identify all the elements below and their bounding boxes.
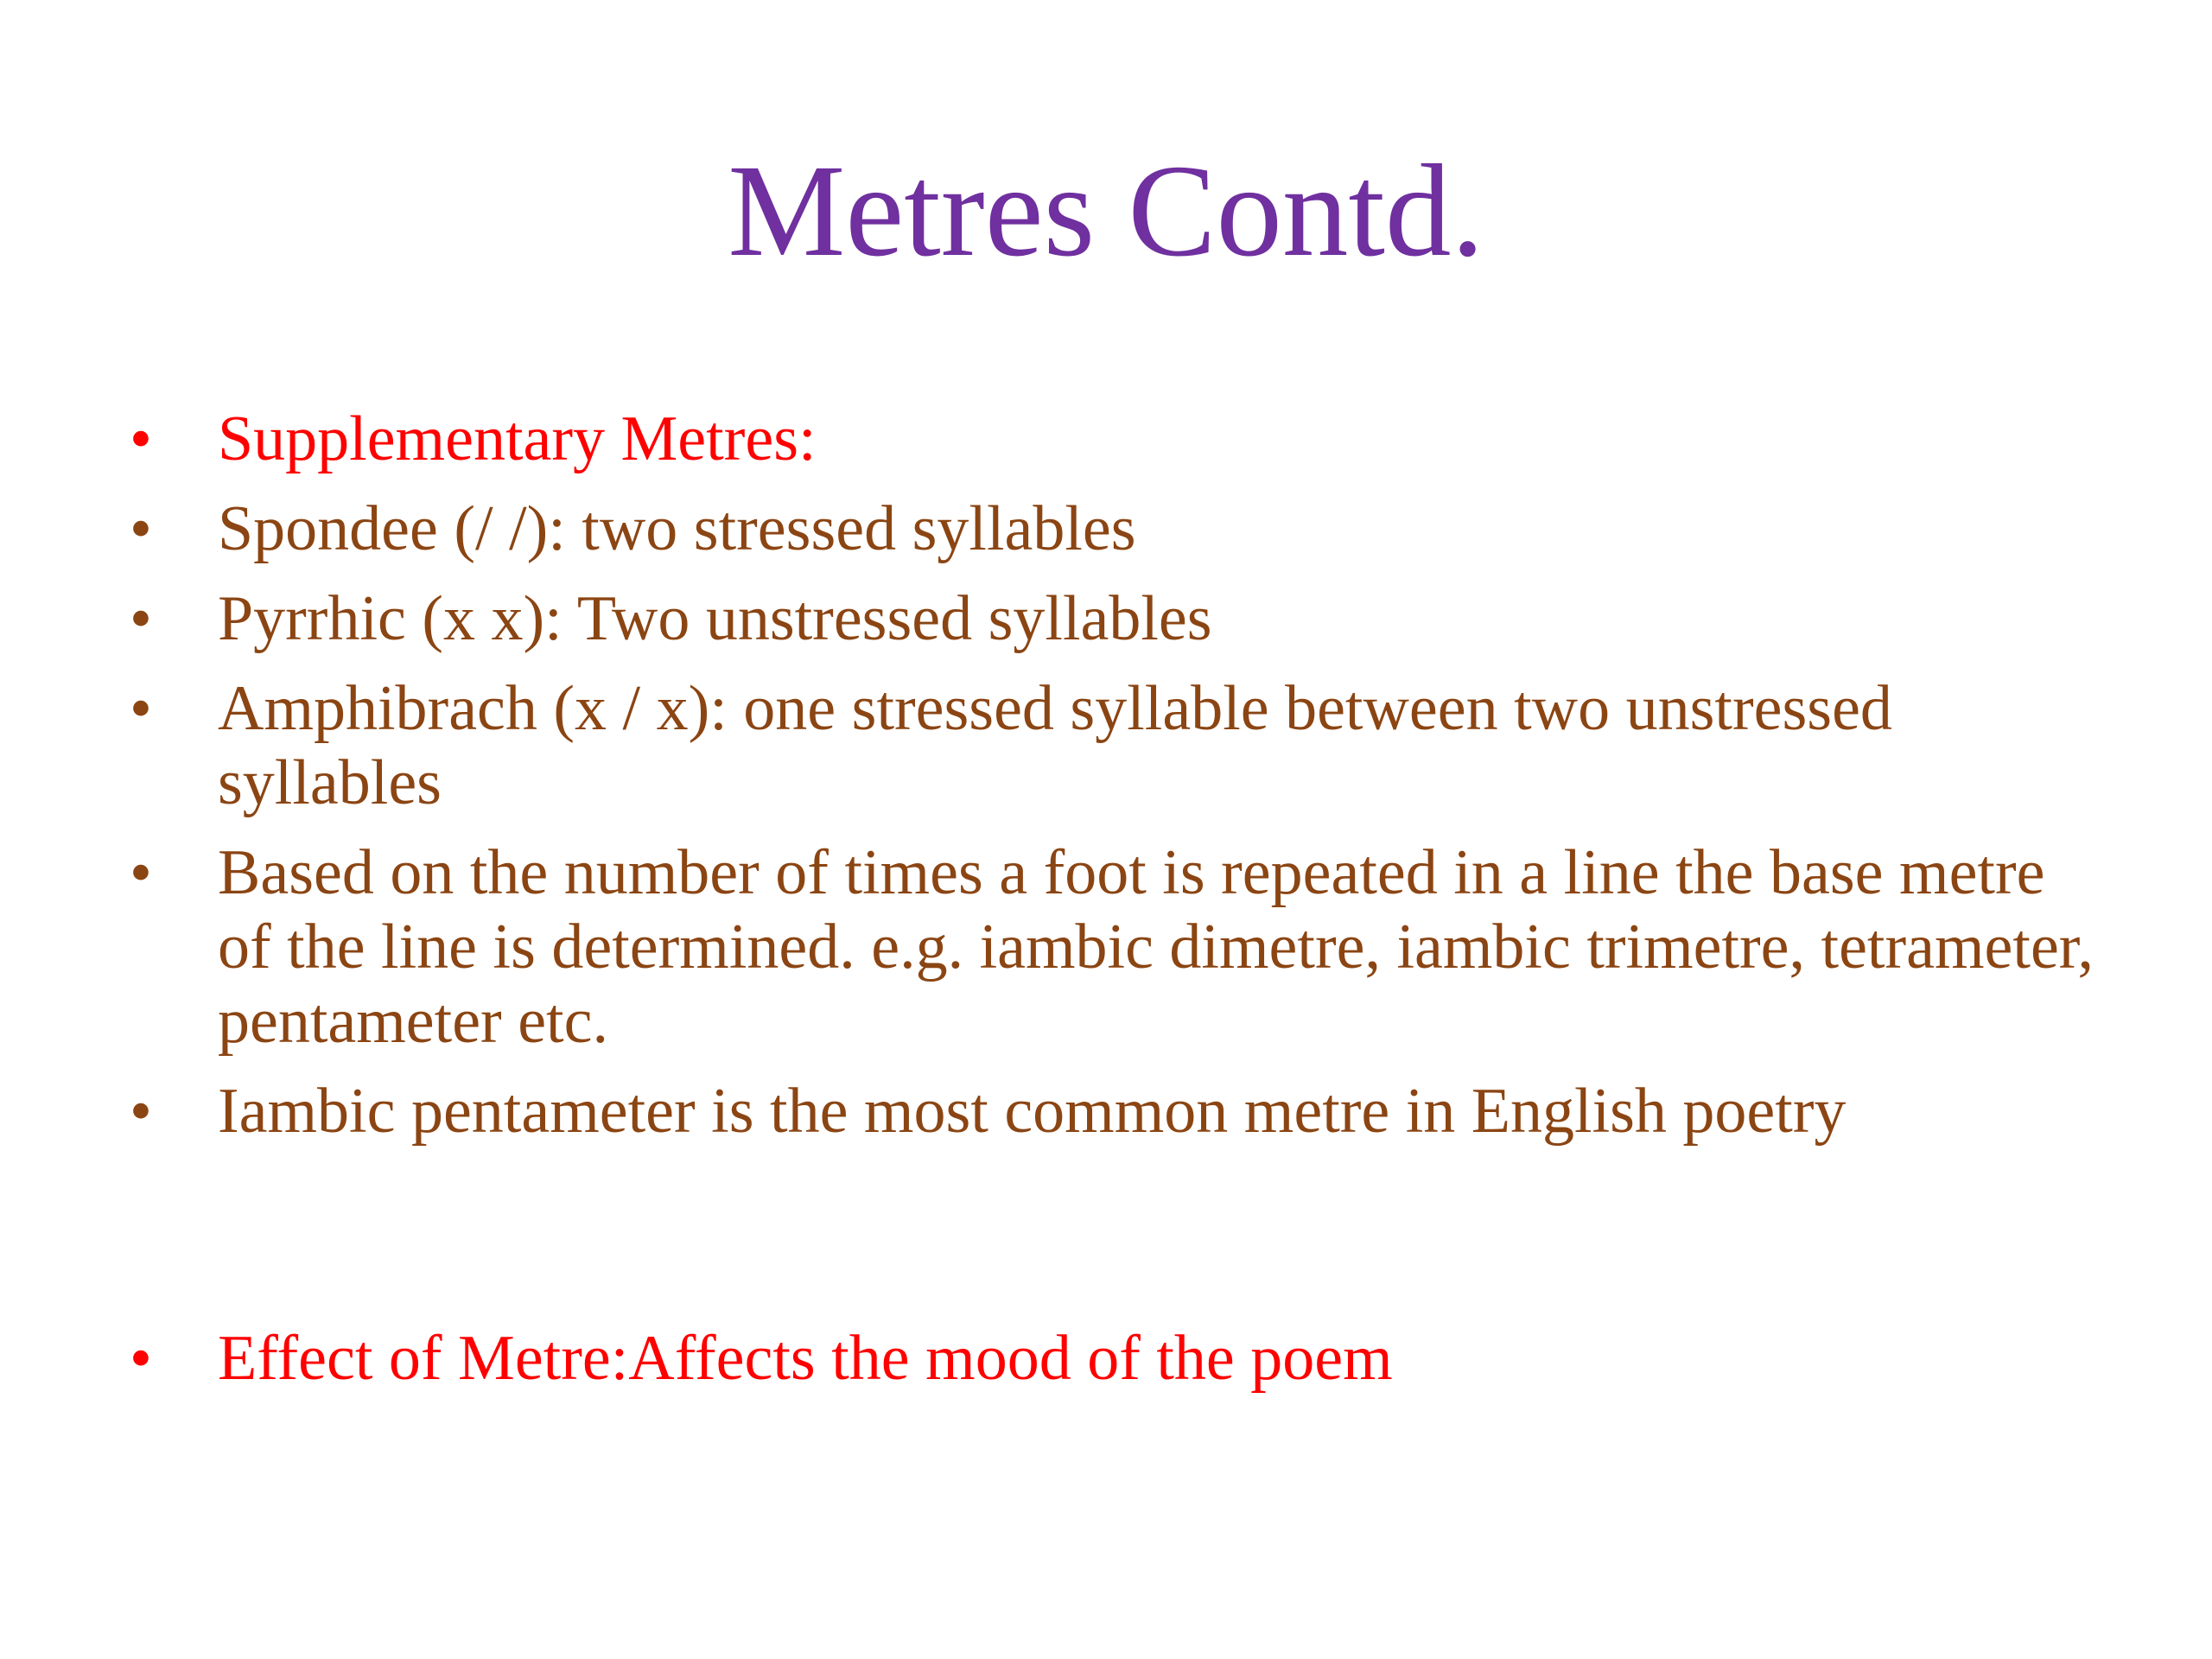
bullet-iambic-pentameter [130,1074,2100,1148]
bullet-text: Amphibrach (x / x): one stressed syllable between two unstressed syllables [218,673,1892,818]
bullet-text: Based on the number of times a foot is repeated in a line the base metre of the line is determined. e.g. iambic dimetre, iambic trimetre, tetrameter, pentameter etc. [218,837,2094,1057]
bullet-pyrrhic [130,582,2100,656]
bullet-dot-icon: • [130,1323,152,1394]
slide-title: Metres Contd. [728,138,1484,284]
bullet-text: Supplementary Metres: [218,404,817,474]
bullet-dot-icon: • [130,493,152,564]
bullet-amphibrach [130,671,2100,820]
bullet-supplementary-metres [130,402,2100,476]
bullet-text: Iambic pentameter is the most common metre in English poetry [218,1076,1847,1147]
bullet-text: Pyrrhic (x x): Two unstressed syllables [218,583,1212,654]
bullet-dot-icon: • [130,404,152,474]
bullet-dot-icon: • [130,837,152,908]
bullet-spondee [130,492,2100,566]
bullet-dot-icon: • [130,673,152,744]
bullet-dot-icon: • [130,583,152,654]
bullet-text: Effect of Metre:Affects the mood of the poem [218,1323,1393,1394]
bullet-text: Spondee (/ /): two stressed syllables [218,493,1136,564]
bullet-base-metre [130,836,2100,1058]
bullet-dot-icon: • [130,1076,152,1147]
bullet-effect-of-metre [130,1321,2100,1395]
bullet-list [130,402,2100,1411]
